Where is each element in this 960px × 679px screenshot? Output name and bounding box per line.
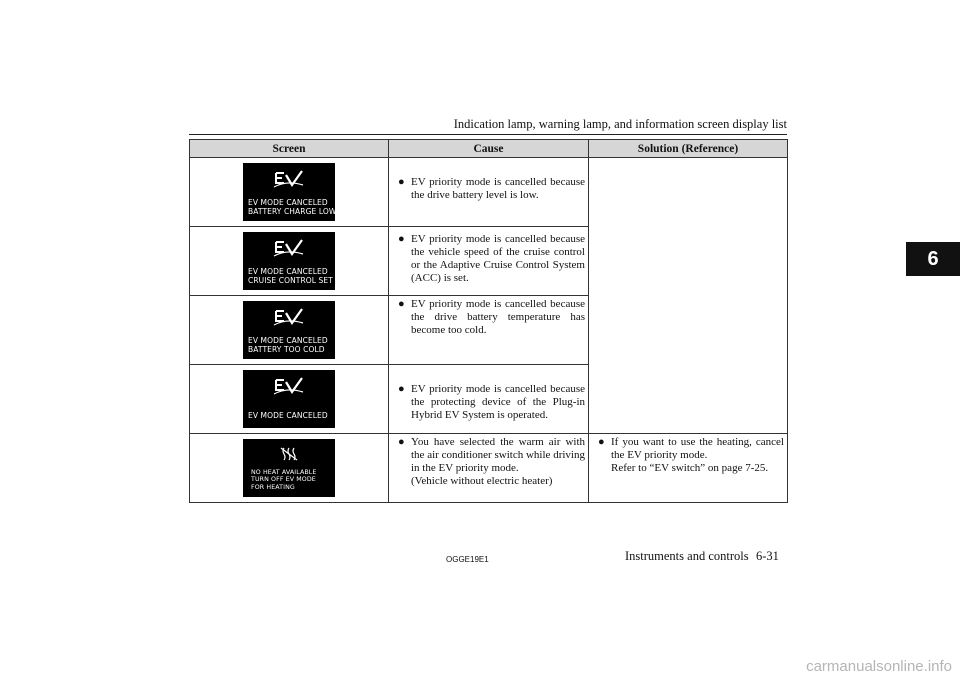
screen-cell [190,158,389,227]
screen-image-battery-too-cold [243,301,335,359]
cause-text: EV priority mode is cancelled because the vehicle speed of the cruise control or the Adaptive Cruise Control System (ACC) is set. [411,233,585,284]
column-header-screen: Screen [190,140,389,158]
footer-section-title: Instruments and controls [625,549,749,563]
heater-off-icon [279,446,299,462]
bullet-icon: ● [398,383,405,395]
bullet-icon: ● [398,436,405,448]
screen-cell [190,434,389,503]
screen-image-battery-charge-low [243,163,335,221]
screen-display-text: EV MODE CANCELED [248,411,328,420]
ev-mode-icon [273,377,305,397]
screen-image-no-heat-available [243,439,335,497]
cause-cell [389,296,589,365]
screen-display-text: NO HEAT AVAILABLE TURN OFF EV MODE FOR HEATING [251,468,317,491]
ev-mode-icon [273,170,305,190]
bullet-icon: ● [398,233,405,245]
cause-cell [389,158,589,227]
column-header-cause: Cause [389,140,589,158]
watermark: carmanualsonline.info [806,658,952,675]
cause-text: EV priority mode is cancelled because the protecting device of the Plug-in Hybrid EV System is operated. [411,383,585,421]
running-head-title: Indication lamp, warning lamp, and information screen display list [453,117,787,131]
cause-text: EV priority mode is cancelled because the drive battery temperature has become too cold. [411,298,585,336]
header-rule [189,134,787,135]
screen-cell [190,365,389,434]
bullet-icon: ● [398,298,405,310]
cause-text: You have selected the warm air with the air conditioner switch while driving in the EV priority mode. [411,436,585,474]
table-header-row [190,140,788,158]
bullet-icon: ● [598,436,605,448]
solution-cell [589,158,788,434]
document-code: OGGE19E1 [446,555,489,564]
cause-text: EV priority mode is cancelled because the drive battery level is low. [411,176,585,201]
column-header-solution: Solution (Reference) [589,140,788,158]
cause-cell [389,227,589,296]
screen-display-text: EV MODE CANCELED BATTERY TOO COLD [248,336,328,354]
screen-image-cruise-control-set [243,232,335,290]
solution-cell [589,434,788,503]
chapter-tab: 6 [906,242,960,276]
screen-display-text: EV MODE CANCELED BATTERY CHARGE LOW [248,198,337,216]
screen-image-ev-mode-canceled [243,370,335,428]
page-number: 6-31 [756,549,779,563]
screen-cell [190,227,389,296]
display-list-table [189,139,788,503]
table-row [190,158,788,227]
ev-mode-icon [273,308,305,328]
ev-mode-icon [273,239,305,259]
cause-cell [389,365,589,434]
table-row [190,434,788,503]
cause-note: (Vehicle without electric heater) [411,475,553,487]
screen-display-text: EV MODE CANCELED CRUISE CONTROL SET [248,267,333,285]
screen-cell [190,296,389,365]
cause-cell [389,434,589,503]
solution-text: If you want to use the heating, cancel the EV priority mode. [611,436,784,461]
solution-reference: Refer to “EV switch” on page 7-25. [611,462,769,474]
bullet-icon: ● [398,176,405,188]
